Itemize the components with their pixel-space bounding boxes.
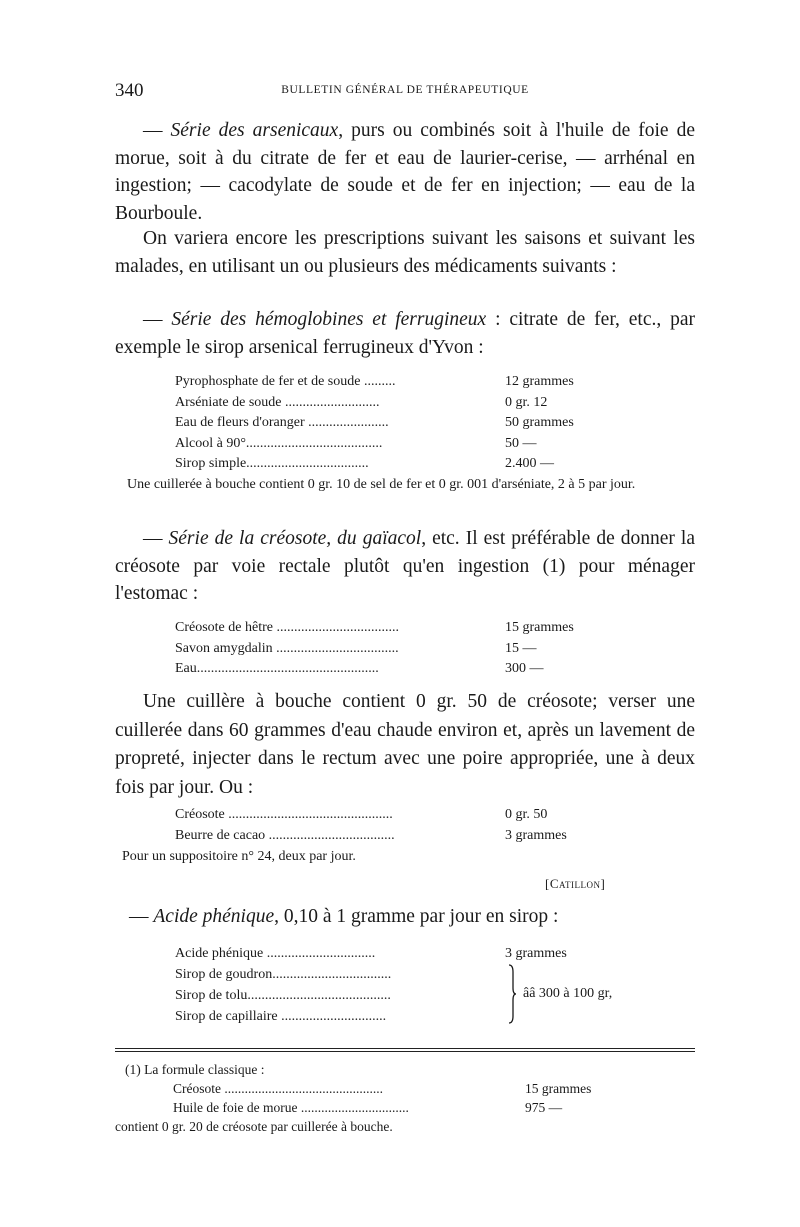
paragraph-hemoglobines xyxy=(115,306,695,361)
ingredient: Arséniate de soude ........................... xyxy=(175,394,380,410)
paragraph-arsenicaux xyxy=(115,117,695,227)
quantity: 975 — xyxy=(525,1100,563,1115)
footnote-tail: contient 0 gr. 20 de créosote par cuillerée à bouche. xyxy=(115,1119,393,1134)
ingredient: Alcool à 90°....................................... xyxy=(175,435,383,451)
ingredient: Créosote ............................................... xyxy=(173,1081,383,1096)
ingredient: Sirop de capillaire .............................. xyxy=(175,1009,387,1024)
prescription-yvon xyxy=(175,372,645,475)
ingredient: Sirop simple................................... xyxy=(175,456,369,471)
quantity: 2.400 — xyxy=(505,456,554,471)
prescription-row xyxy=(175,434,645,455)
page-header xyxy=(115,80,695,102)
quantity: 0 gr. 50 xyxy=(505,807,548,822)
quantity: 300 — xyxy=(505,661,544,676)
paragraph-text: , etc. Il est préférable de donner la créosote par voie rectale plutôt qu'en ingestion (1) pour ménager l'estomac : xyxy=(115,528,696,604)
ingredient: Sirop de goudron.................................. xyxy=(175,967,392,982)
quantity: 15 grammes xyxy=(525,1081,592,1096)
paragraph-lavement: Une cuillère à bouche contient 0 gr. 50 de créosote; verser une cuillerée dans 60 grammes d'eau chaude environ et, après un lavement de propreté, injecter dans le rectum avec une poire appropriée, une à deux fois par jour. Ou : xyxy=(115,691,695,798)
suppository-note: Pour un suppositoire n° 24, deux par jour. xyxy=(122,849,356,864)
prescription-creosote-rectal xyxy=(175,618,645,680)
dash: — xyxy=(143,528,169,549)
italic-heading: Série des hémoglobines et ferrugineux xyxy=(171,309,487,330)
prescription-note: Une cuillerée à bouche contient 0 gr. 10 de sel de fer et 0 gr. 001 d'arséniate, 2 à 5 par jour. xyxy=(127,477,636,492)
quantity: 3 grammes xyxy=(505,827,567,843)
ingredient: Pyrophosphate de fer et de soude ......... xyxy=(175,374,396,389)
prescription-sirop xyxy=(175,943,645,1027)
quantity: 15 grammes xyxy=(505,620,574,635)
prescription-row xyxy=(175,805,645,826)
footnote-row xyxy=(115,1079,695,1098)
dash: — xyxy=(143,120,171,141)
citation: [Catillon] xyxy=(545,876,606,891)
footnote-rule xyxy=(115,1051,695,1052)
quantity: 15 — xyxy=(505,640,537,656)
prescription-row xyxy=(175,372,645,393)
paragraph-acide-phenique xyxy=(115,903,695,931)
prescription-row xyxy=(175,393,645,414)
ingredient: Acide phénique ............................... xyxy=(175,946,376,961)
quantity: 12 grammes xyxy=(505,374,574,389)
ingredient: Eau de fleurs d'oranger ....................... xyxy=(175,415,389,430)
page-number: 340 xyxy=(115,80,144,101)
prescription-row xyxy=(175,826,645,847)
ingredient: Savon amygdalin ................................... xyxy=(175,640,399,656)
footnote xyxy=(115,1060,695,1136)
quantity: 50 — xyxy=(505,435,537,451)
prescription-row xyxy=(175,639,645,660)
paragraph-prescriptions: On variera encore les prescriptions suivant les saisons et suivant les malades, en utilisant un ou plusieurs des médicaments suivants : xyxy=(115,228,695,277)
prescription-row xyxy=(175,618,645,639)
italic-heading: Série de la créosote, du gaïacol xyxy=(168,528,422,549)
dash: — xyxy=(143,309,172,330)
grouped-quantity: ââ 300 à 100 gr, xyxy=(523,986,613,1001)
ingredient: Huile de foie de morue ................................ xyxy=(173,1100,409,1115)
ingredient: Beurre de cacao .................................... xyxy=(175,827,395,843)
paragraph-text: : citrate de fer, etc., par exemple le sirop arsenical ferrugineux d'Yvon : xyxy=(115,309,695,358)
prescription-row xyxy=(175,454,645,475)
quantity: 0 gr. 12 xyxy=(505,394,548,410)
paragraph-text: , purs ou combinés soit à l'huile de foie de morue, soit à du citrate de fer et eau de laurier-cerise, — arrhénal en ingestion; — cacodylate de soude et de fer en injection; — eau de la Bourboule. xyxy=(115,120,695,224)
ingredient: Eau.................................................... xyxy=(175,661,379,676)
ingredient: Créosote ............................................... xyxy=(175,807,393,822)
italic-heading: Série des arsenicaux xyxy=(170,120,339,141)
running-title: BULLETIN GÉNÉRAL DE THÉRAPEUTIQUE xyxy=(281,84,529,96)
paragraph-text: , 0,10 à 1 gramme par jour en sirop : xyxy=(274,906,559,927)
italic-heading: Acide phénique xyxy=(153,906,275,927)
footnote-rule xyxy=(115,1048,695,1049)
prescription-row xyxy=(175,964,645,985)
prescription-row xyxy=(175,943,645,964)
dash: — xyxy=(129,906,154,927)
paragraph-creosote xyxy=(115,525,695,608)
prescription-row xyxy=(175,1006,645,1027)
curly-brace-icon xyxy=(507,964,517,1024)
ingredient: Sirop de tolu......................................... xyxy=(175,988,391,1003)
footnote-intro: (1) La formule classique : xyxy=(125,1062,265,1077)
quantity: 50 grammes xyxy=(505,415,574,430)
quantity: 3 grammes xyxy=(505,946,567,961)
prescription-suppository xyxy=(175,805,645,846)
prescription-row xyxy=(175,659,645,680)
prescription-row xyxy=(175,413,645,434)
ingredient: Créosote de hêtre ................................... xyxy=(175,620,399,635)
footnote-row xyxy=(115,1098,695,1117)
